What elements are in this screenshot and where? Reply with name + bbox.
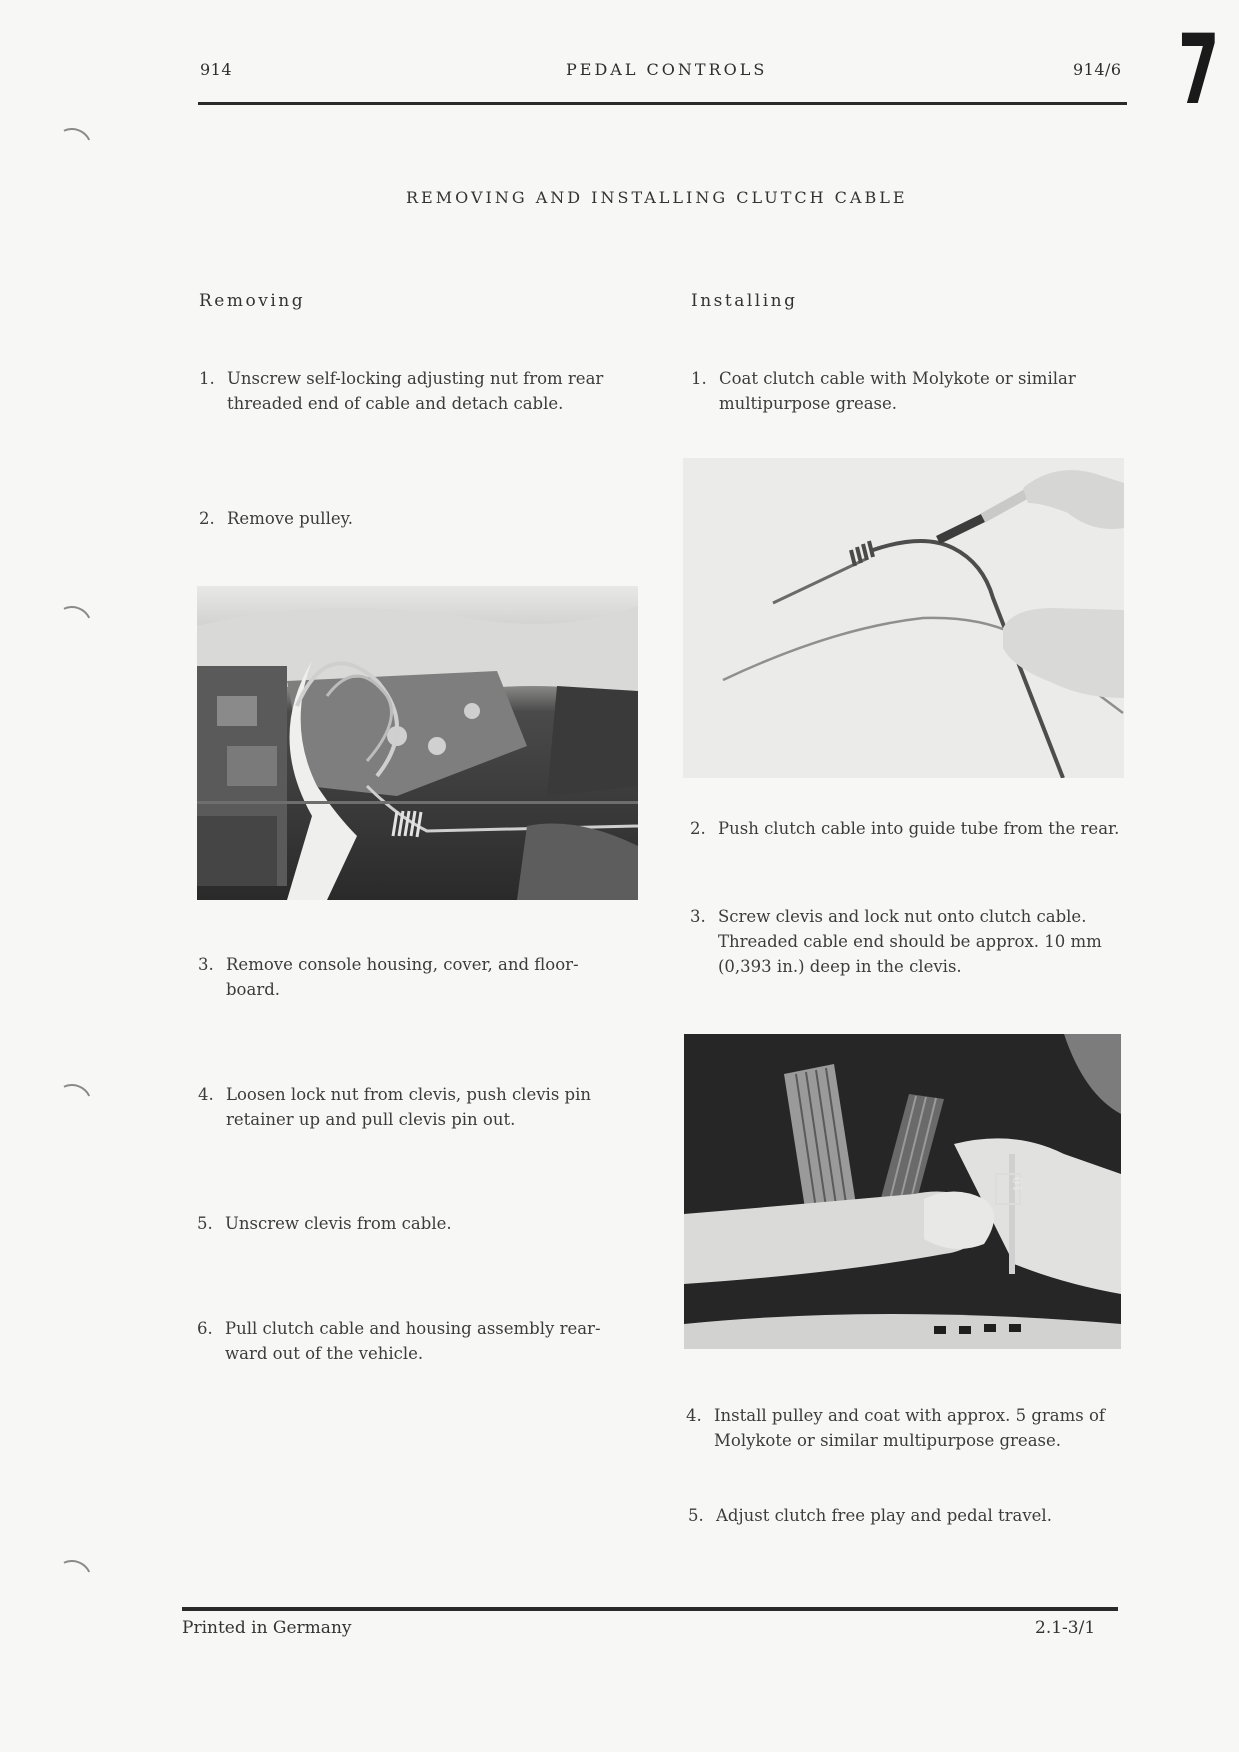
step-text: Unscrew self-locking adjusting nut from rear threaded end of cable and detach cable. — [227, 369, 604, 413]
step-text: Loosen lock nut from clevis, push clevis pin retainer up and pull clevis pin out. — [226, 1085, 591, 1129]
step-text: Adjust clutch free play and pedal travel. — [716, 1506, 1052, 1525]
installing-heading: Installing — [691, 291, 798, 311]
step-text: Screw clevis and lock nut onto clutch cable. Threaded cable end should be approx. 10 mm (0,393 in.) deep in the clevis. — [718, 907, 1102, 976]
removing-heading: Removing — [199, 291, 306, 311]
step-text: Remove console housing, cover, and floor-board. — [226, 955, 579, 999]
removing-step-6 — [197, 1316, 627, 1366]
header-page-ref: 914/6 — [1073, 60, 1122, 79]
punch-hole-1 — [46, 122, 97, 173]
removing-step-2 — [199, 506, 629, 531]
step-number: 5. — [197, 1214, 213, 1233]
header-rule — [198, 102, 1127, 105]
step-number: 1. — [199, 369, 215, 388]
step-number: 2. — [199, 509, 215, 528]
removing-step-1 — [199, 366, 629, 416]
step-text: Install pulley and coat with approx. 5 grams of Molykote or similar multipurpose grease. — [714, 1406, 1106, 1450]
punch-hole-2 — [46, 600, 97, 651]
installing-step-4 — [686, 1403, 1126, 1453]
header-model: 914 — [200, 60, 233, 79]
step-number: 3. — [198, 955, 214, 974]
step-text: Push clutch cable into guide tube from the rear. — [718, 819, 1120, 838]
installing-step-2 — [690, 816, 1130, 841]
step-number: 5. — [688, 1506, 704, 1525]
installing-step-5 — [688, 1503, 1128, 1528]
footer-printed: Printed in Germany — [182, 1618, 352, 1638]
header-section-title: PEDAL CONTROLS — [566, 60, 768, 79]
step-text: Unscrew clevis from cable. — [225, 1214, 452, 1233]
step-number: 4. — [198, 1085, 214, 1104]
removing-step-5 — [197, 1211, 627, 1236]
photo-grease-cable — [683, 458, 1124, 778]
footer-page-number: 2.1-3/1 — [1035, 1618, 1096, 1638]
photo-remove-pulley — [197, 586, 638, 900]
step-number: 1. — [691, 369, 707, 388]
step-number: 2. — [690, 819, 706, 838]
punch-hole-4 — [46, 1554, 97, 1605]
removing-step-3 — [198, 952, 628, 1002]
photo-clevis-pedals — [684, 1034, 1121, 1349]
step-text: Pull clutch cable and housing assembly rear-ward out of the vehicle. — [225, 1319, 601, 1363]
footer-rule — [182, 1607, 1118, 1611]
step-text: Remove pulley. — [227, 509, 353, 528]
removing-step-4 — [198, 1082, 628, 1132]
installing-step-3 — [690, 904, 1130, 979]
step-number: 6. — [197, 1319, 213, 1338]
chapter-number: 7 — [1178, 14, 1220, 126]
clevis-depth-label: 10 — [1011, 1176, 1025, 1192]
page-title: REMOVING AND INSTALLING CLUTCH CABLE — [406, 188, 908, 207]
step-number: 3. — [690, 907, 706, 926]
step-number: 4. — [686, 1406, 702, 1425]
step-text: Coat clutch cable with Molykote or similar multipurpose grease. — [719, 369, 1076, 413]
installing-step-1 — [691, 366, 1131, 416]
punch-hole-3 — [46, 1078, 97, 1129]
